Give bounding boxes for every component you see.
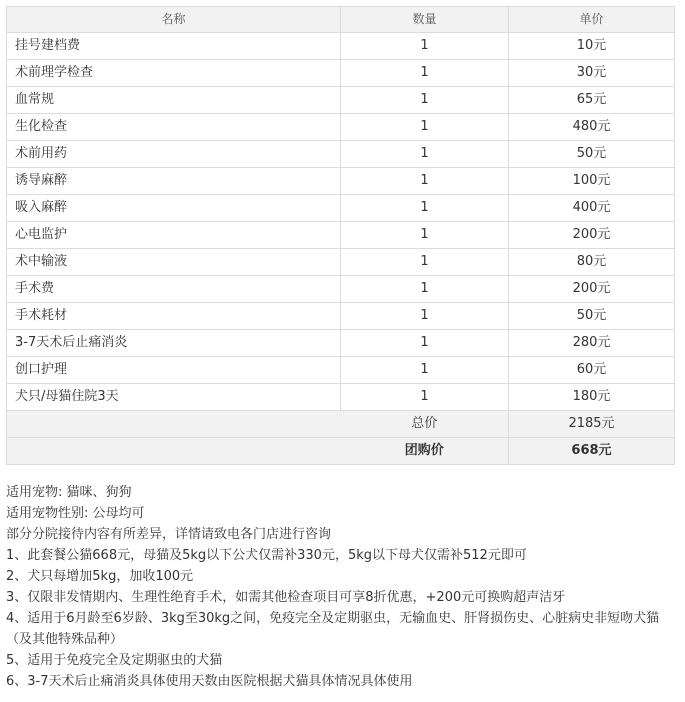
note-item: 3、仅限非发情期内、生理性绝育手术，如需其他检查项目可享8折优惠，+200元可换购超声洁牙 bbox=[6, 590, 566, 605]
header-name: 名称 bbox=[7, 7, 341, 33]
item-name: 诱导麻醉 bbox=[7, 168, 341, 195]
item-qty: 1 bbox=[341, 87, 509, 114]
item-price: 480元 bbox=[509, 114, 675, 141]
table-row bbox=[7, 33, 675, 60]
item-price: 10元 bbox=[509, 33, 675, 60]
item-qty: 1 bbox=[341, 60, 509, 87]
table-row bbox=[7, 384, 675, 411]
item-qty: 1 bbox=[341, 276, 509, 303]
table-row bbox=[7, 195, 675, 222]
note-item: 5、适用于免疫完全及定期驱虫的犬猫 bbox=[6, 653, 223, 668]
item-price: 50元 bbox=[509, 141, 675, 168]
item-name: 血常规 bbox=[7, 87, 341, 114]
item-price: 400元 bbox=[509, 195, 675, 222]
item-qty: 1 bbox=[341, 141, 509, 168]
item-qty: 1 bbox=[341, 330, 509, 357]
table-row bbox=[7, 87, 675, 114]
item-price: 50元 bbox=[509, 303, 675, 330]
item-qty: 1 bbox=[341, 384, 509, 411]
item-qty: 1 bbox=[341, 33, 509, 60]
item-name: 术中输液 bbox=[7, 249, 341, 276]
table-row bbox=[7, 330, 675, 357]
item-name: 3-7天术后止痛消炎 bbox=[7, 330, 341, 357]
item-name: 术前用药 bbox=[7, 141, 341, 168]
table-row bbox=[7, 141, 675, 168]
item-qty: 1 bbox=[341, 222, 509, 249]
price-table bbox=[6, 6, 675, 465]
item-qty: 1 bbox=[341, 114, 509, 141]
note-item: 1、此套餐公猫668元，母猫及5kg以下公犬仅需补330元，5kg以下母犬仅需补512元即可 bbox=[6, 548, 527, 563]
table-header-row bbox=[7, 7, 675, 33]
branch-disclaimer: 部分分院接待内容有所差异，详情请致电各门店进行咨询 bbox=[6, 527, 332, 542]
table-row bbox=[7, 222, 675, 249]
table-row bbox=[7, 276, 675, 303]
notes-section bbox=[6, 482, 679, 692]
total-row bbox=[7, 411, 675, 438]
applicable-gender: 适用宠物性别: 公母均可 bbox=[6, 506, 145, 521]
item-price: 100元 bbox=[509, 168, 675, 195]
table-row bbox=[7, 168, 675, 195]
item-price: 60元 bbox=[509, 357, 675, 384]
table-row bbox=[7, 303, 675, 330]
item-price: 180元 bbox=[509, 384, 675, 411]
table-row bbox=[7, 249, 675, 276]
table-row bbox=[7, 114, 675, 141]
group-price-label: 团购价 bbox=[341, 438, 509, 465]
item-price: 280元 bbox=[509, 330, 675, 357]
item-qty: 1 bbox=[341, 249, 509, 276]
item-qty: 1 bbox=[341, 357, 509, 384]
total-row-blank bbox=[7, 411, 341, 438]
item-name: 手术费 bbox=[7, 276, 341, 303]
item-price: 65元 bbox=[509, 87, 675, 114]
item-price: 80元 bbox=[509, 249, 675, 276]
item-name: 吸入麻醉 bbox=[7, 195, 341, 222]
note-item: 4、适用于6月龄至6岁龄、3kg至30kg之间，免疫完全及定期驱虫，无输血史、肝肾损伤史、心脏病史非短吻犬猫（及其他特殊品种） bbox=[6, 611, 660, 647]
item-price: 200元 bbox=[509, 276, 675, 303]
table-row bbox=[7, 357, 675, 384]
header-qty: 数量 bbox=[341, 7, 509, 33]
group-price-row bbox=[7, 438, 675, 465]
item-name: 生化检查 bbox=[7, 114, 341, 141]
total-label: 总价 bbox=[341, 411, 509, 438]
note-item: 6、3-7天术后止痛消炎具体使用天数由医院根据犬猫具体情况具体使用 bbox=[6, 674, 413, 689]
item-name: 心电监护 bbox=[7, 222, 341, 249]
item-price: 30元 bbox=[509, 60, 675, 87]
item-price: 200元 bbox=[509, 222, 675, 249]
header-price: 单价 bbox=[509, 7, 675, 33]
item-qty: 1 bbox=[341, 168, 509, 195]
item-name: 犬只/母猫住院3天 bbox=[7, 384, 341, 411]
note-item: 2、犬只每增加5kg，加收100元 bbox=[6, 569, 194, 584]
group-row-blank bbox=[7, 438, 341, 465]
group-price-value: 668元 bbox=[509, 438, 675, 465]
applicable-pets: 适用宠物: 猫咪、狗狗 bbox=[6, 485, 132, 500]
item-name: 创口护理 bbox=[7, 357, 341, 384]
item-qty: 1 bbox=[341, 195, 509, 222]
item-name: 手术耗材 bbox=[7, 303, 341, 330]
item-name: 挂号建档费 bbox=[7, 33, 341, 60]
table-row bbox=[7, 60, 675, 87]
item-name: 术前理学检查 bbox=[7, 60, 341, 87]
item-qty: 1 bbox=[341, 303, 509, 330]
total-value: 2185元 bbox=[509, 411, 675, 438]
